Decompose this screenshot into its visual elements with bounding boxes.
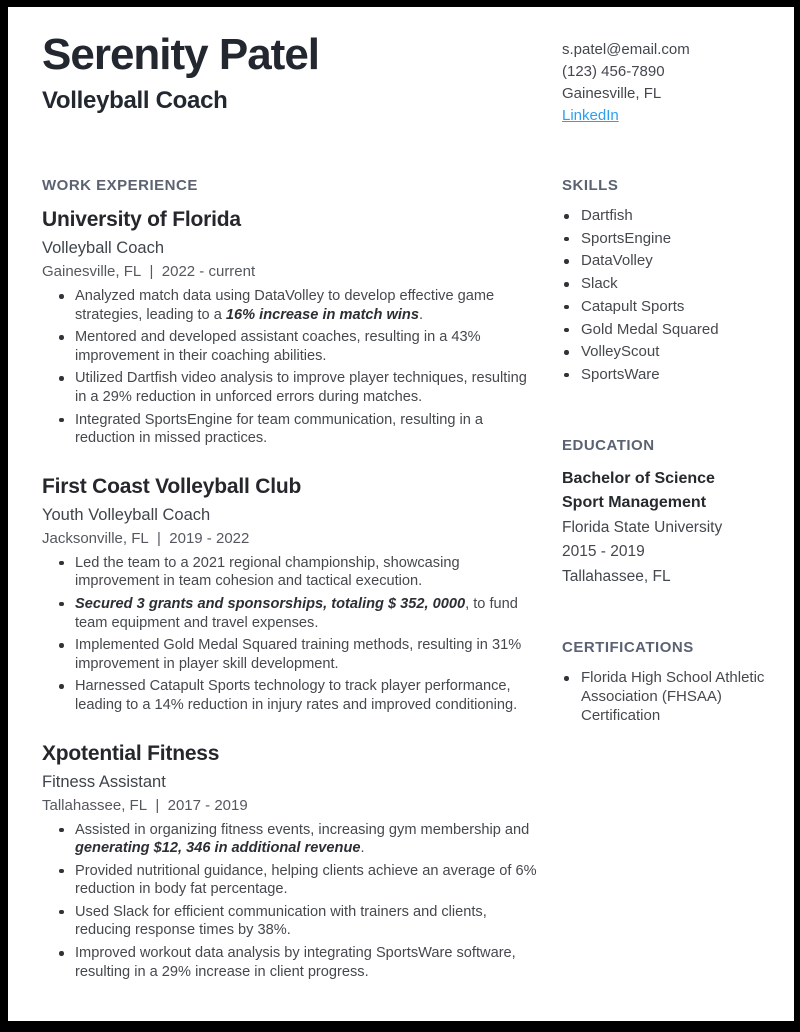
job-entry <box>42 475 539 715</box>
bullet-text: Harnessed Catapult Sports technology to track player performance, leading to a 14% reduction in injury rates and improved conditioning. <box>75 678 518 713</box>
bullet-text: Used Slack for efficient communication with trainers and clients, reducing response times by 38%. <box>75 903 487 939</box>
bullet-emphasis-text: Secured 3 grants and sponsorships, totaling $ 352, 0000 <box>75 595 466 612</box>
job-role: Fitness Assistant <box>42 772 166 791</box>
job-location-dates: Tallahassee, FL | 2017 - 2019 <box>42 796 248 814</box>
skill-item: Gold Medal Squared <box>562 321 770 340</box>
section-heading-certifications: CERTIFICATIONS <box>562 639 694 657</box>
job-location-dates: Jacksonville, FL | 2019 - 2022 <box>42 529 250 547</box>
certification-item: Florida High School Athletic Association (FHSAA) Certification <box>562 669 770 725</box>
sidebar-column <box>562 127 770 985</box>
bullet-text: Integrated SportsEngine for team communication, resulting in a reduction in missed practices. <box>75 411 484 447</box>
header-block <box>42 30 539 127</box>
bullet-emphasis-text: 16% increase in match wins <box>225 306 419 323</box>
bullet-text: Mentored and developed assistant coaches, resulting in a 43% improvement in their coaching abilities. <box>75 329 481 364</box>
job-company: First Coast Volleyball Club <box>42 474 302 498</box>
education-section <box>562 437 770 590</box>
certifications-section <box>562 639 770 725</box>
job-bullet <box>42 903 539 940</box>
skills-list <box>562 207 770 385</box>
education-degree: Bachelor of Science <box>562 469 715 487</box>
section-heading-skills: SKILLS <box>562 177 619 194</box>
section-heading-education: EDUCATION <box>562 436 655 454</box>
education-major: Sport Management <box>562 494 707 512</box>
job-company: Xpotential Fitness <box>42 741 220 765</box>
contact-phone: (123) 456-7890 <box>562 63 665 80</box>
contact-location: Gainesville, FL <box>562 85 662 102</box>
job-bullet <box>42 328 539 365</box>
linkedin-link[interactable]: LinkedIn <box>562 107 619 124</box>
skills-section <box>562 177 770 385</box>
job-bullet <box>42 411 539 448</box>
bullet-text: Led the team to a 2021 regional championship, showcasing improvement in team cohesion and tactical execution. <box>75 554 460 590</box>
job-entry <box>42 208 539 448</box>
work-experience-column <box>42 127 539 985</box>
person-title: Volleyball Coach <box>42 87 228 114</box>
bullet-text: . <box>418 306 424 323</box>
skill-item: Dartfish <box>562 207 770 226</box>
job-bullet <box>42 862 539 899</box>
job-role: Volleyball Coach <box>42 239 164 257</box>
skill-item: Slack <box>562 275 770 294</box>
job-bullet <box>42 821 539 858</box>
bullet-text: Utilized Dartfish video analysis to improve player techniques, resulting in a 29% reduction in unforced errors during matches. <box>75 370 527 405</box>
bullet-text: , to fund team equipment and travel expenses. <box>75 595 518 631</box>
skill-item: DataVolley <box>562 252 770 271</box>
bullet-text: Provided nutritional guidance, helping clients achieve an average of 6% reduction in body fat percentage. <box>75 862 537 898</box>
job-bullet <box>42 369 539 406</box>
skill-item: SportsWare <box>562 366 770 385</box>
job-bullet-list <box>42 287 539 448</box>
certifications-list <box>562 669 770 725</box>
skill-item: VolleyScout <box>562 343 770 362</box>
education-school: Florida State University <box>562 518 723 536</box>
bullet-text: Assisted in organizing fitness events, increasing gym membership and <box>75 821 530 838</box>
bullet-text: . <box>360 840 365 857</box>
section-heading-work-experience: WORK EXPERIENCE <box>42 177 198 194</box>
bullet-text: Analyzed match data using DataVolley to develop effective game strategies, leading to a <box>75 288 495 323</box>
job-entry <box>42 742 539 982</box>
bullet-emphasis-text: generating $12, 346 in additional revenue <box>75 840 361 857</box>
person-name: Serenity Patel <box>42 30 320 79</box>
education-location: Tallahassee, FL <box>562 567 671 585</box>
job-bullet <box>42 636 539 673</box>
job-bullet <box>42 944 539 981</box>
jobs-list <box>42 208 539 981</box>
education-dates: 2015 - 2019 <box>562 543 645 561</box>
job-bullet <box>42 554 539 591</box>
bullet-text: Improved workout data analysis by integrating SportsWare software, resulting in a 29% increase in client progress. <box>75 945 516 980</box>
contact-block <box>562 39 770 127</box>
skill-item: SportsEngine <box>562 230 770 249</box>
job-bullet <box>42 677 539 714</box>
job-bullet <box>42 287 539 324</box>
job-location-dates: Gainesville, FL | 2022 - current <box>42 263 256 280</box>
job-bullet-list <box>42 821 539 982</box>
contact-email: s.patel@email.com <box>562 41 690 58</box>
skill-item: Catapult Sports <box>562 298 770 317</box>
job-role: Youth Volleyball Coach <box>42 505 211 524</box>
job-company: University of Florida <box>42 208 241 231</box>
bullet-text: Implemented Gold Medal Squared training methods, resulting in 31% improvement in player skill development. <box>75 637 522 672</box>
job-bullet <box>42 595 539 632</box>
job-bullet-list <box>42 554 539 715</box>
